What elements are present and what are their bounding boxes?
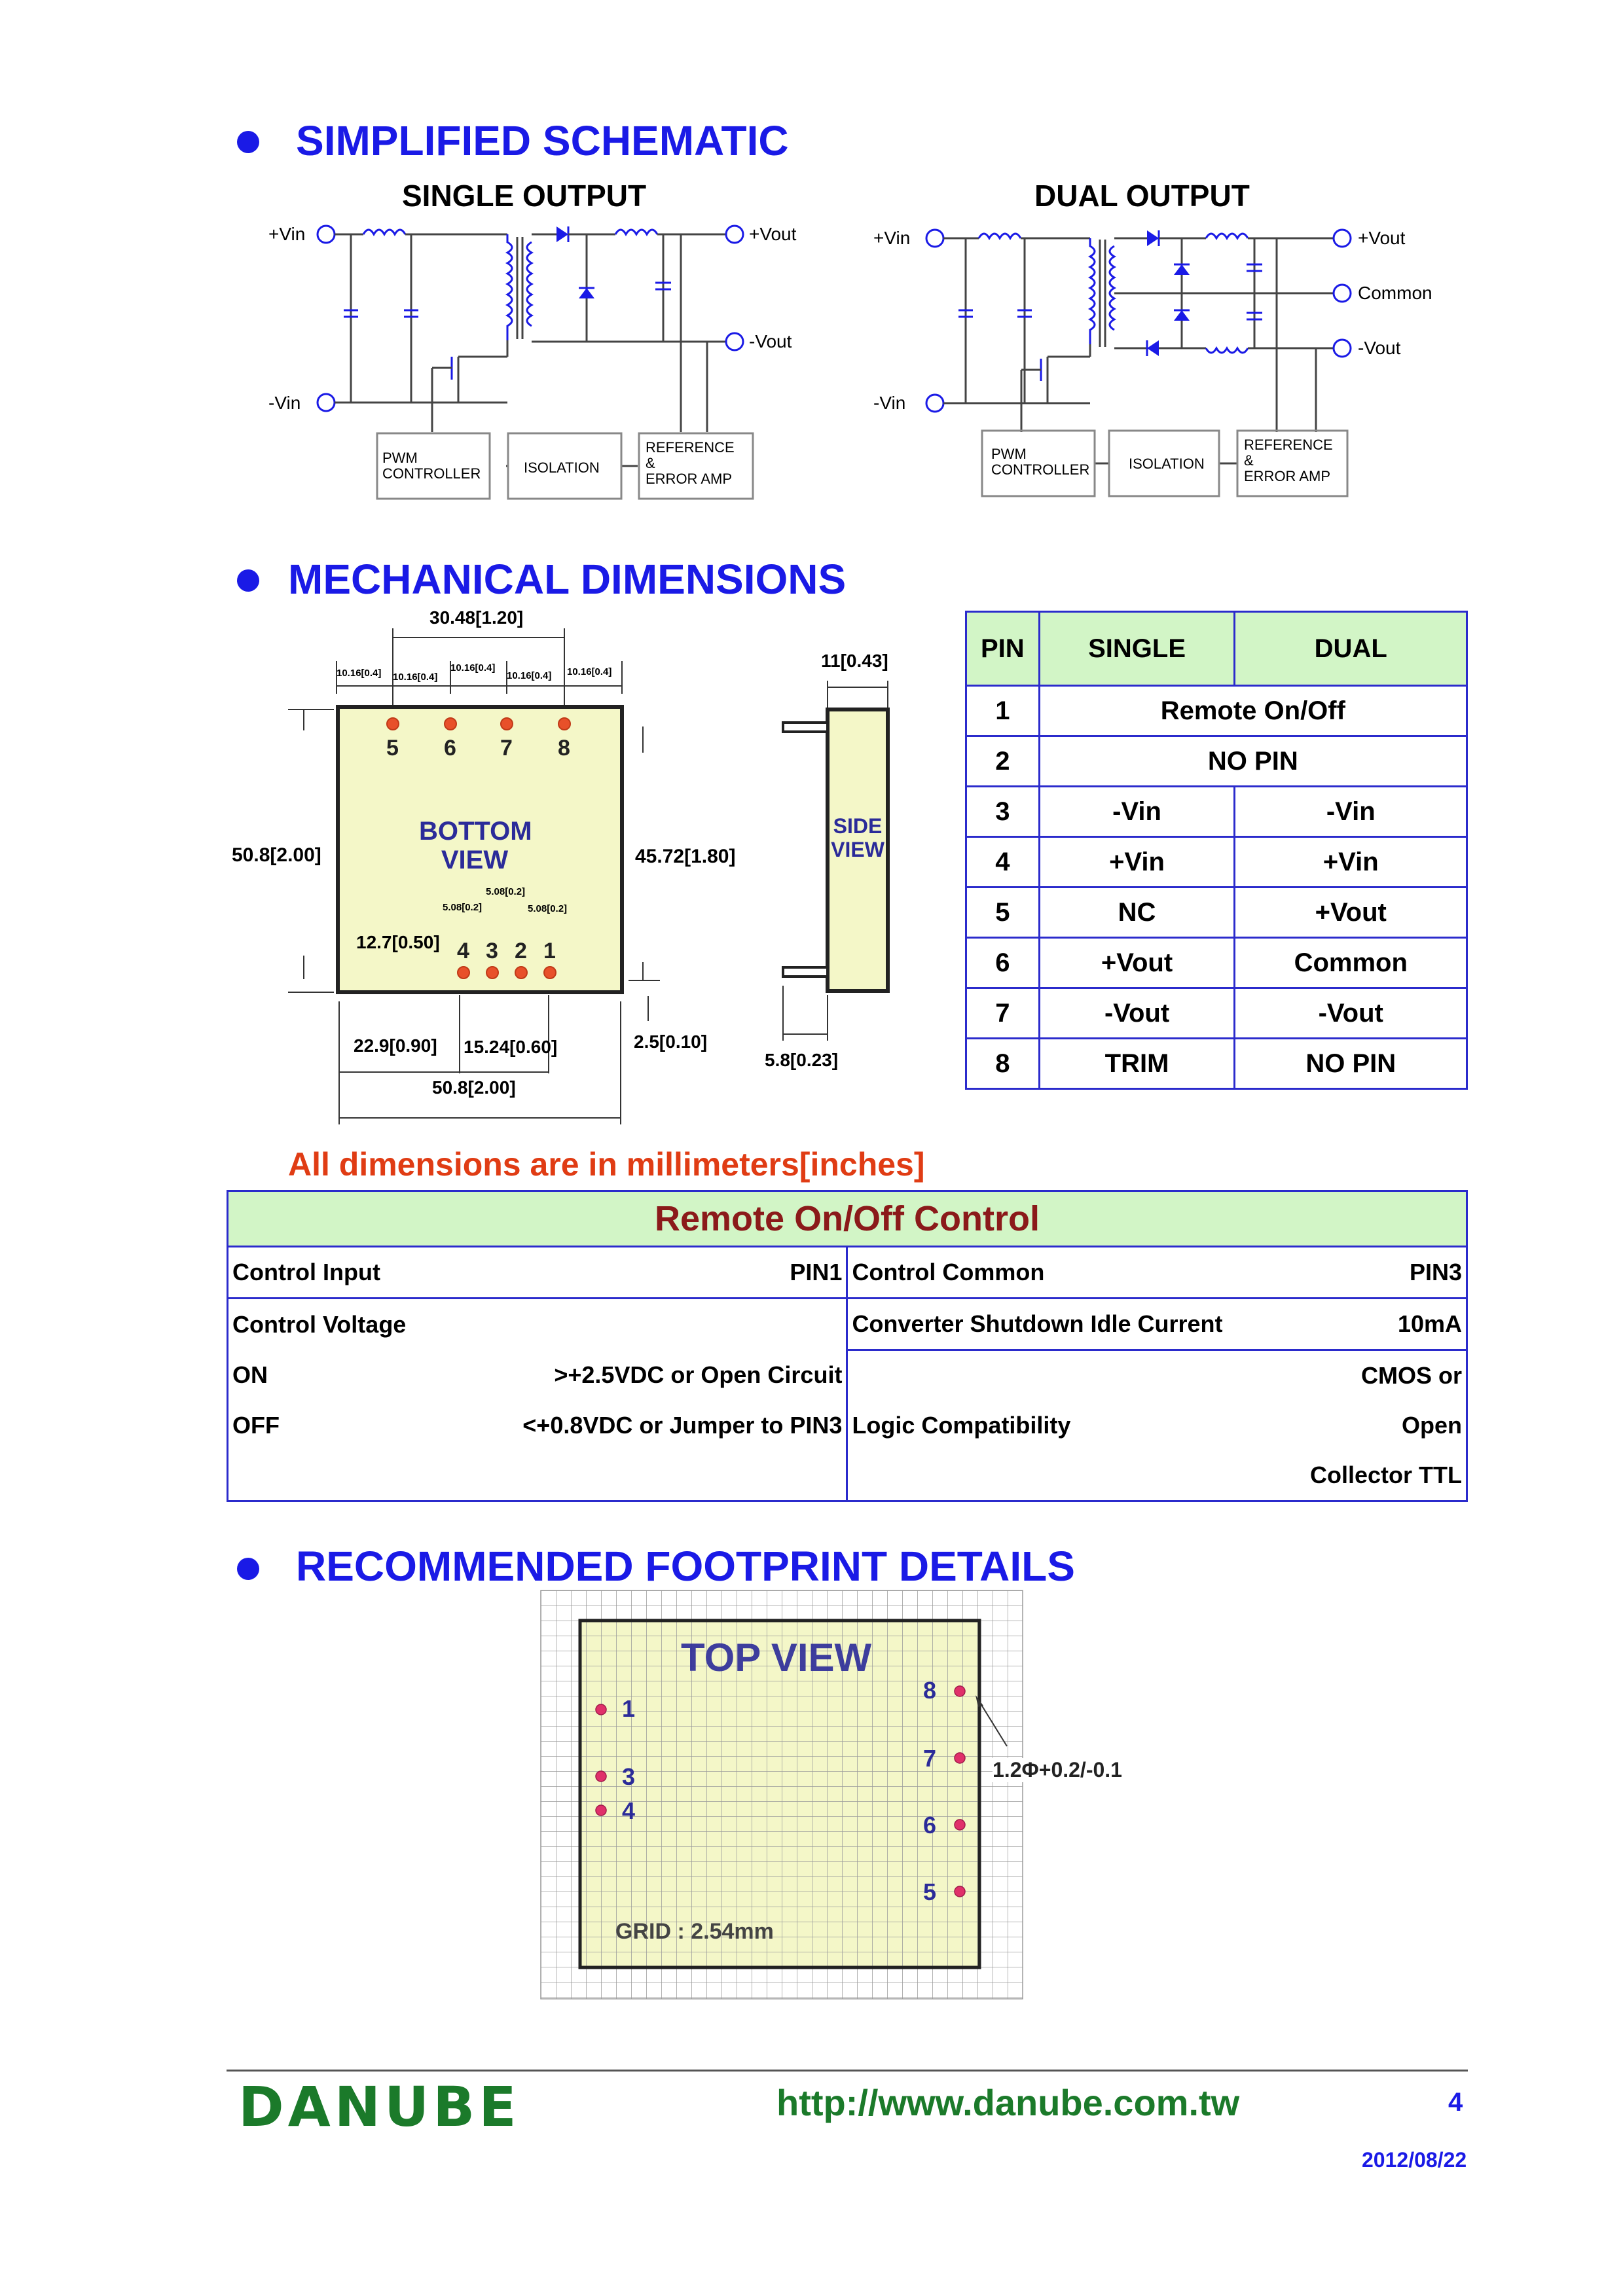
- bottom-pin-4: 4: [457, 939, 469, 963]
- pin-dual: +Vin: [1235, 837, 1467, 888]
- dim-small-pitch-2: 5.08[0.2]: [443, 902, 483, 913]
- dim-pitch-1: 10.16[0.4]: [337, 668, 382, 679]
- pin-dual: NO PIN: [1235, 1039, 1467, 1089]
- page-number: 4: [1448, 2088, 1463, 2117]
- pin-function: NO PIN: [1039, 736, 1467, 787]
- control-voltage-cell: Control Voltage: [228, 1299, 847, 1350]
- pin-number: 2: [966, 736, 1040, 787]
- pin-number: 7: [966, 988, 1040, 1039]
- header-pin: PIN: [966, 612, 1040, 686]
- dual-vin-pos: +Vin: [873, 228, 911, 248]
- off-value: <+0.8VDC or Jumper to PIN3: [522, 1412, 843, 1439]
- ref-line3: ERROR AMP: [1244, 468, 1331, 484]
- fp-pin-5: 5: [923, 1878, 937, 1905]
- bottom-pin-1: 1: [543, 939, 556, 963]
- dual-vout-pos: +Vout: [1358, 228, 1406, 248]
- fp-pin-7: 7: [923, 1745, 937, 1772]
- pin-function: Remote On/Off: [1039, 686, 1467, 736]
- control-input-pin: PIN1: [790, 1259, 843, 1285]
- logic-line3: Collector TTL: [847, 1450, 1467, 1501]
- dim-bottom-width: 50.8[2.00]: [432, 1077, 516, 1098]
- dim-pin-dim: 5.8[0.23]: [765, 1050, 839, 1070]
- pin-single: TRIM: [1039, 1039, 1235, 1089]
- section-title-mechanical: MECHANICAL DIMENSIONS: [288, 556, 847, 603]
- dim-pin-length: 2.5[0.10]: [634, 1031, 708, 1052]
- top-pin-8: 8: [558, 736, 570, 761]
- pwm-line1: PWM: [991, 446, 1027, 462]
- dual-output-title: DUAL OUTPUT: [1034, 179, 1250, 213]
- bottom-view-line1: BOTTOM: [419, 817, 532, 846]
- dim-small-pitch-3: 5.08[0.2]: [528, 903, 568, 914]
- header-dual: DUAL: [1235, 612, 1467, 686]
- off-label: OFF: [232, 1412, 280, 1439]
- pin-dual: Common: [1235, 938, 1467, 988]
- dual-vout-neg: -Vout: [1358, 338, 1401, 358]
- section-title-schematic: SIMPLIFIED SCHEMATIC: [296, 117, 789, 164]
- pin-dual: +Vout: [1235, 888, 1467, 938]
- bottom-pin-2: 2: [515, 939, 527, 963]
- fp-pin-1: 1: [622, 1695, 636, 1722]
- ref-line2: &: [1244, 452, 1254, 469]
- ref-line1: REFERENCE: [646, 439, 735, 456]
- pin-number: 3: [966, 787, 1040, 837]
- dim-side-depth: 11[0.43]: [821, 651, 888, 671]
- pwm-line2: CONTROLLER: [991, 461, 1090, 478]
- control-common-pin: PIN3: [1409, 1259, 1462, 1285]
- header-single: SINGLE: [1039, 612, 1235, 686]
- pwm-line2: CONTROLLER: [382, 465, 481, 482]
- pin-single: +Vin: [1039, 837, 1235, 888]
- section-title-footprint: RECOMMENDED FOOTPRINT DETAILS: [296, 1543, 1075, 1590]
- dim-height-right: 45.72[1.80]: [635, 846, 736, 867]
- fp-pin-6: 6: [923, 1812, 937, 1839]
- pin-dual: -Vin: [1235, 787, 1467, 837]
- single-vin-pos: +Vin: [268, 224, 306, 244]
- side-view-line2: VIEW: [831, 838, 884, 861]
- control-title: Remote On/Off Control: [228, 1191, 1467, 1247]
- dim-height-left: 50.8[2.00]: [232, 844, 321, 866]
- logic-label: Logic Compatibility: [852, 1412, 1071, 1439]
- dual-isolation-label: ISOLATION: [1129, 456, 1205, 472]
- dim-pin-span: 15.24[0.60]: [464, 1037, 558, 1057]
- pin-single: -Vin: [1039, 787, 1235, 837]
- dim-pin-offset: 12.7[0.50]: [356, 932, 440, 952]
- dim-pitch-3: 10.16[0.4]: [450, 662, 496, 673]
- top-pin-6: 6: [444, 736, 456, 761]
- dim-top-width: 30.48[1.20]: [429, 607, 524, 628]
- footer-url[interactable]: http://www.danube.com.tw: [776, 2082, 1240, 2123]
- single-vout-pos: +Vout: [749, 224, 797, 244]
- bottom-pin-3: 3: [486, 939, 498, 963]
- side-view-line1: SIDE: [833, 814, 883, 838]
- single-output-title: SINGLE OUTPUT: [402, 179, 647, 213]
- top-pin-5: 5: [386, 736, 399, 761]
- bottom-view-line2: VIEW: [441, 846, 509, 874]
- pin-number: 5: [966, 888, 1040, 938]
- single-vin-neg: -Vin: [268, 393, 301, 413]
- top-pin-7: 7: [500, 736, 513, 761]
- footer-date: 2012/08/22: [1362, 2148, 1467, 2172]
- dual-vin-neg: -Vin: [873, 393, 906, 413]
- fp-pin-4: 4: [622, 1797, 636, 1824]
- fp-tolerance: 1.2Φ+0.2/-0.1: [993, 1758, 1122, 1782]
- ref-line3: ERROR AMP: [646, 471, 733, 487]
- dimensions-note: All dimensions are in millimeters[inches]: [288, 1146, 925, 1183]
- control-common-label: Control Common: [852, 1259, 1045, 1285]
- dim-pitch-4: 10.16[0.4]: [507, 670, 552, 681]
- dim-pitch-2: 10.16[0.4]: [393, 672, 438, 683]
- pin-single: -Vout: [1039, 988, 1235, 1039]
- pin-single: NC: [1039, 888, 1235, 938]
- ref-line1: REFERENCE: [1244, 437, 1333, 453]
- fp-grid-label: GRID : 2.54mm: [615, 1919, 774, 1944]
- footer-divider: [227, 2070, 1468, 2072]
- on-value: >+2.5VDC or Open Circuit: [554, 1361, 843, 1389]
- single-vout-neg: -Vout: [749, 331, 792, 351]
- single-isolation-label: ISOLATION: [524, 459, 600, 476]
- shutdown-current-value: 10mA: [1397, 1310, 1462, 1337]
- shutdown-current-label: Converter Shutdown Idle Current: [852, 1310, 1223, 1337]
- pwm-line1: PWM: [382, 450, 418, 466]
- dim-left-offset: 22.9[0.90]: [354, 1035, 437, 1056]
- pin-dual: -Vout: [1235, 988, 1467, 1039]
- ref-line2: &: [646, 455, 655, 471]
- pin-number: 6: [966, 938, 1040, 988]
- pin-number: 4: [966, 837, 1040, 888]
- pin-single: +Vout: [1039, 938, 1235, 988]
- top-view-label: TOP VIEW: [681, 1636, 872, 1679]
- dual-common: Common: [1358, 283, 1432, 303]
- fp-pin-8: 8: [923, 1677, 937, 1704]
- fp-pin-3: 3: [622, 1763, 636, 1790]
- logic-line1: CMOS or: [847, 1350, 1467, 1401]
- danube-logo: DANUBE: [238, 2075, 520, 2139]
- pin-number: 1: [966, 686, 1040, 736]
- dim-small-pitch-1: 5.08[0.2]: [486, 886, 526, 897]
- logic-line2: Open: [1401, 1412, 1462, 1439]
- on-label: ON: [232, 1361, 268, 1389]
- control-input-label: Control Input: [232, 1259, 380, 1285]
- pin-number: 8: [966, 1039, 1040, 1089]
- dim-pitch-5: 10.16[0.4]: [567, 666, 612, 677]
